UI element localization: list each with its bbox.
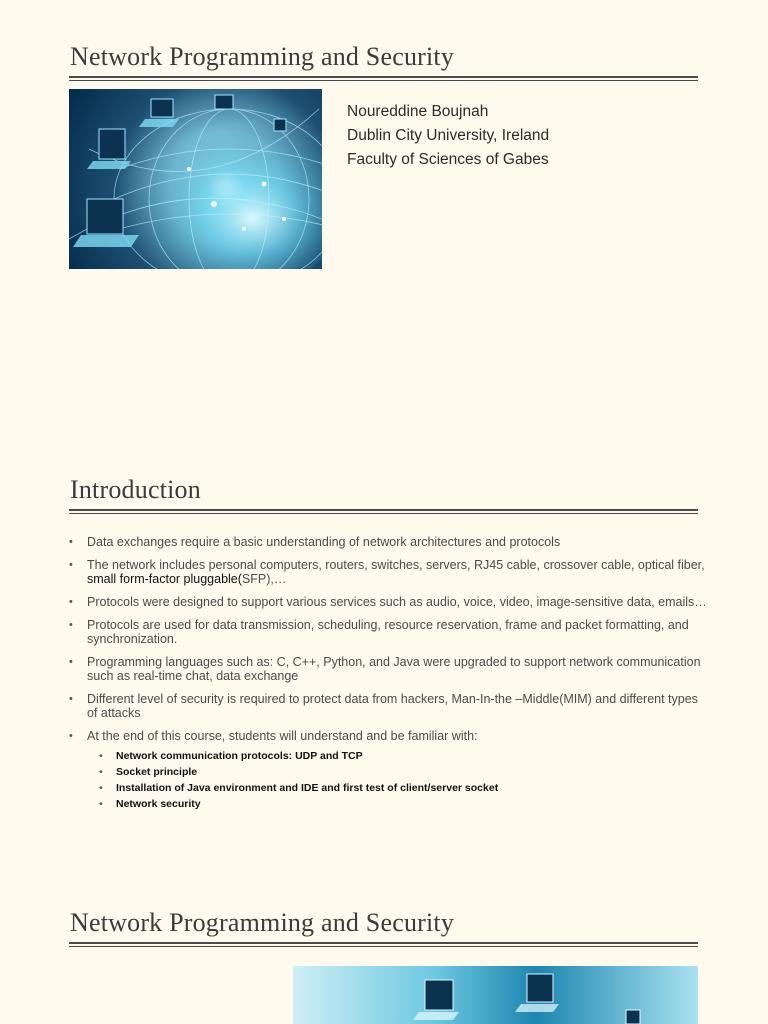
network-banner-image [293,966,698,1024]
bullet-item: • Programming languages such as: C, C++, Python, and Java were upgraded to support network communication such as real-time chat, data exchange [69,655,709,683]
slide-title: Introduction [70,475,201,504]
author-affiliation: Dublin City University, Ireland [347,127,550,144]
sfp-term: small form-factor pluggable( [87,572,242,586]
bullet-item: • Different level of security is required to protect data from hackers, Man-In-the –Middle(MIM) and different types of attacks [69,692,709,720]
slide-title: Network Programming and Security [70,42,455,71]
sub-bullet-item: • Installation of Java environment and IDE and first test of client/server socket [87,781,709,795]
bullet-item: • Protocols are used for data transmission, scheduling, resource reservation, frame and packet formatting, and synchronization. [69,618,709,646]
bullet-item: • The network includes personal computers, routers, switches, servers, RJ45 cable, crossover cable, optical fiber, small form-factor pluggable(SFP),… [69,558,709,586]
network-banner-graphic [293,966,698,1024]
sub-bullet-item: • Socket principle [87,765,709,779]
bullet-item: • Data exchanges require a basic understanding of network architectures and protocols [69,535,709,549]
sub-bullet-item: • Network communication protocols: UDP and TCP [87,749,709,763]
bullet-item: • Protocols were designed to support various services such as audio, voice, video, image-sensitive data, emails… [69,595,709,609]
sub-bullet-item: • Network security [87,797,709,811]
bullet-item: • At the end of this course, students will understand and be familiar with: • Network communication protocols: UDP and TCP • Socket principle • Installation of Java environment and IDE and first test of client/server socket • Network security [69,729,709,811]
author-faculty: Faculty of Sciences of Gabes [347,151,549,168]
title-rule [69,942,698,947]
slide-title: Network Programming and Security [70,908,455,937]
author-name: Noureddine Boujnah [347,103,489,120]
